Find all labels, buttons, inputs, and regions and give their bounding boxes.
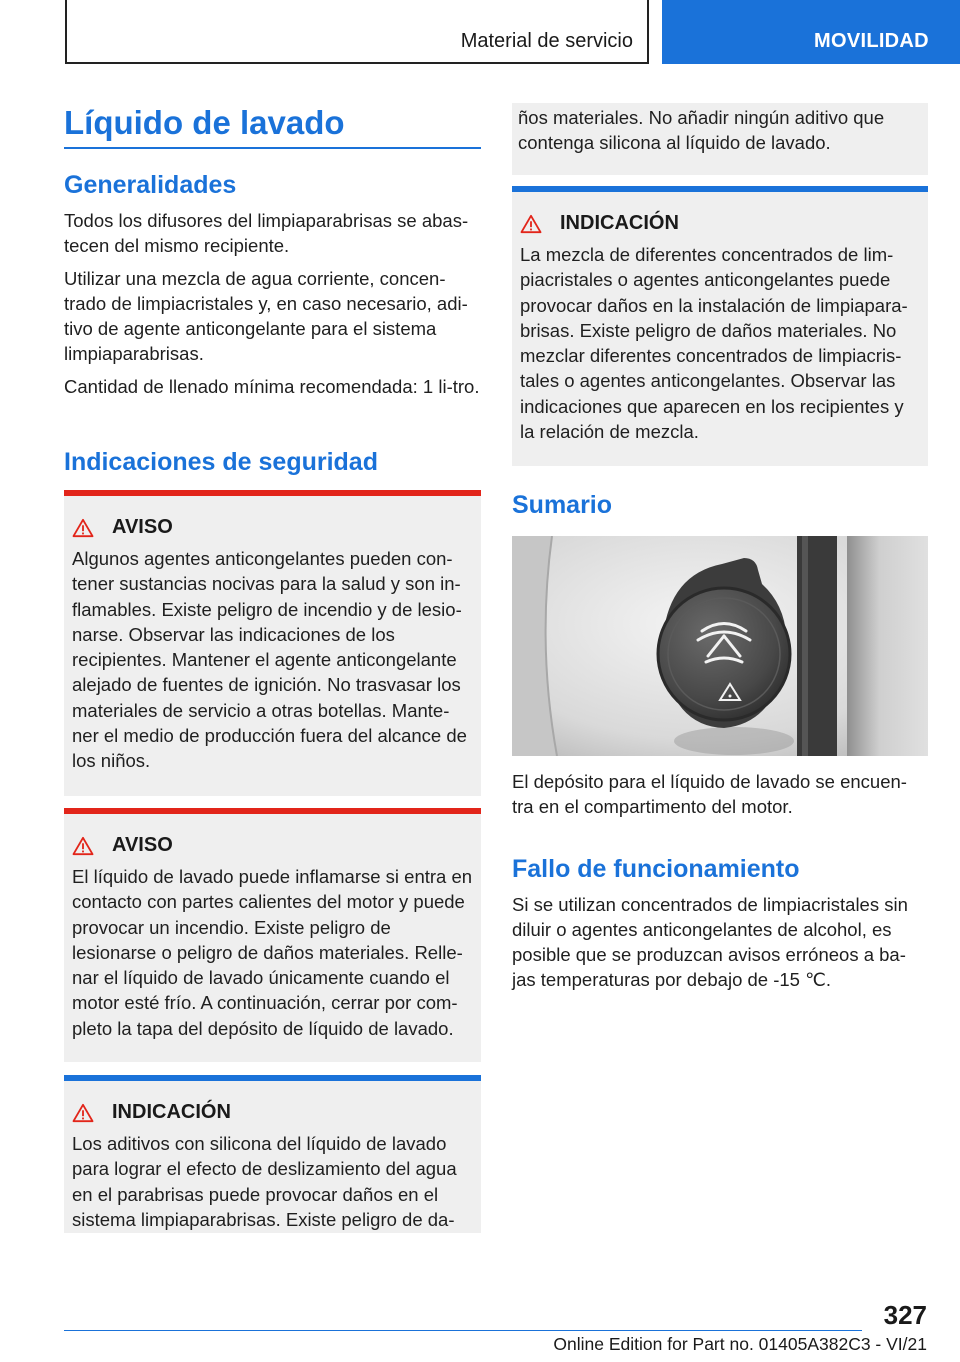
notice-label: INDICACIÓN	[560, 212, 679, 234]
general-text	[64, 208, 481, 407]
warning-bar	[64, 490, 481, 496]
notice-continued-text: ños materiales. No añadir ningún aditivo que contenga silicona al líquido de lavado.	[518, 107, 885, 154]
page-title: Líquido de lavado	[64, 104, 345, 141]
notice-label: INDICACIÓN	[112, 1101, 231, 1123]
heading-summary: Sumario	[512, 491, 613, 519]
notice-bar	[512, 186, 928, 192]
notice-box-2	[512, 186, 928, 466]
washer-reservoir-photo	[512, 536, 928, 756]
notice-box-1-continued	[512, 103, 928, 175]
general-paragraph-3: Cantidad de llenado mínima recomendada: 1 li-tro.	[64, 376, 480, 397]
notice-bar	[64, 1075, 481, 1081]
heading-malfunction: Fallo de funcionamiento	[512, 855, 800, 883]
warning-triangle-icon	[72, 518, 94, 538]
heading-generalidades: Generalidades	[64, 171, 237, 199]
header-chapter-label: MOVILIDAD	[814, 30, 929, 52]
warning-triangle-icon	[520, 214, 542, 234]
general-paragraph-2: Utilizar una mezcla de agua corriente, concen-trado de limpiacristales y, en caso necesario, adi-tivo de agente anticongelante para el sistema limpiaparabrisas.	[64, 268, 468, 364]
heading-safety: Indicaciones de seguridad	[64, 448, 378, 476]
washer-fluid-cap-icon	[512, 536, 928, 756]
notice-text: La mezcla de diferentes concentrados de lim-piacristales o agentes anticongelantes puede provocar daños en la instalación de limpiapara-brisas. Existe peligro de daños materiales. No mezclar diferentes concentrados de limpiacris-tales o agentes anticongelantes. Observar las indicaciones que aparecen en los recipientes y la relación de mezcla.	[520, 244, 908, 443]
warning-text: El líquido de lavado puede inflamarse si entra en contacto con partes calientes del motor y puede provocar un incendio. Existe peligro de lesionarse o peligro de daños materiales. Relle-nar el líquido de lavado únicamente cuando el motor esté frío. A continuación, cerrar por com-pleto la tapa del depósito de líquido de lavado.	[72, 866, 473, 1039]
warning-text: Algunos agentes anticongelantes pueden con-tener sustancias nocivas para la salud y son in-flamables. Existe peligro de incendio y de lesio-narse. Observar las indicaciones de los recipientes. Mantener el agente anticongelante alejado de fuentes de ignición. No trasvasar los materiales de servicio a otras botellas. Mante-ner el medio de producción fuera del alcance de los niños.	[72, 548, 467, 772]
warning-triangle-icon	[72, 1103, 94, 1123]
title-rule	[64, 147, 481, 149]
malfunction-text: Si se utilizan concentrados de limpiacristales sin diluir o agentes anticongelantes de alcohol, es posible que se produzcan avisos erróneos a ba-jas temperaturas por debajo de -15 ℃.	[512, 894, 908, 990]
footer-rule	[64, 1330, 862, 1331]
warning-header	[72, 834, 173, 857]
warning-box-2	[64, 808, 481, 1062]
warning-bar	[64, 808, 481, 814]
summary-caption: El depósito para el líquido de lavado se encuen-tra en el compartimento del motor.	[512, 771, 907, 817]
notice-text: Los aditivos con silicona del líquido de lavado para lograr el efecto de deslizamiento del agua en el parabrisas puede provocar daños en el sistema limpiaparabrisas. Existe peligro de da-	[72, 1133, 457, 1230]
warning-label: AVISO	[112, 834, 173, 856]
header-section-title: Material de servicio	[460, 30, 633, 52]
warning-label: AVISO	[112, 516, 173, 538]
notice-box-1	[64, 1075, 481, 1233]
page-number: 327	[883, 1300, 927, 1330]
footer-edition: Online Edition for Part no. 01405A382C3 - VI/21	[553, 1334, 927, 1354]
notice-header	[520, 212, 679, 235]
general-paragraph-1: Todos los difusores del limpiaparabrisas se abas-tecen del mismo recipiente.	[64, 210, 469, 256]
warning-box-1	[64, 490, 481, 796]
header-section-box	[65, 0, 649, 64]
warning-triangle-icon	[72, 836, 94, 856]
notice-header	[72, 1101, 231, 1124]
warning-header	[72, 516, 173, 539]
header-chapter-tab	[662, 0, 960, 64]
